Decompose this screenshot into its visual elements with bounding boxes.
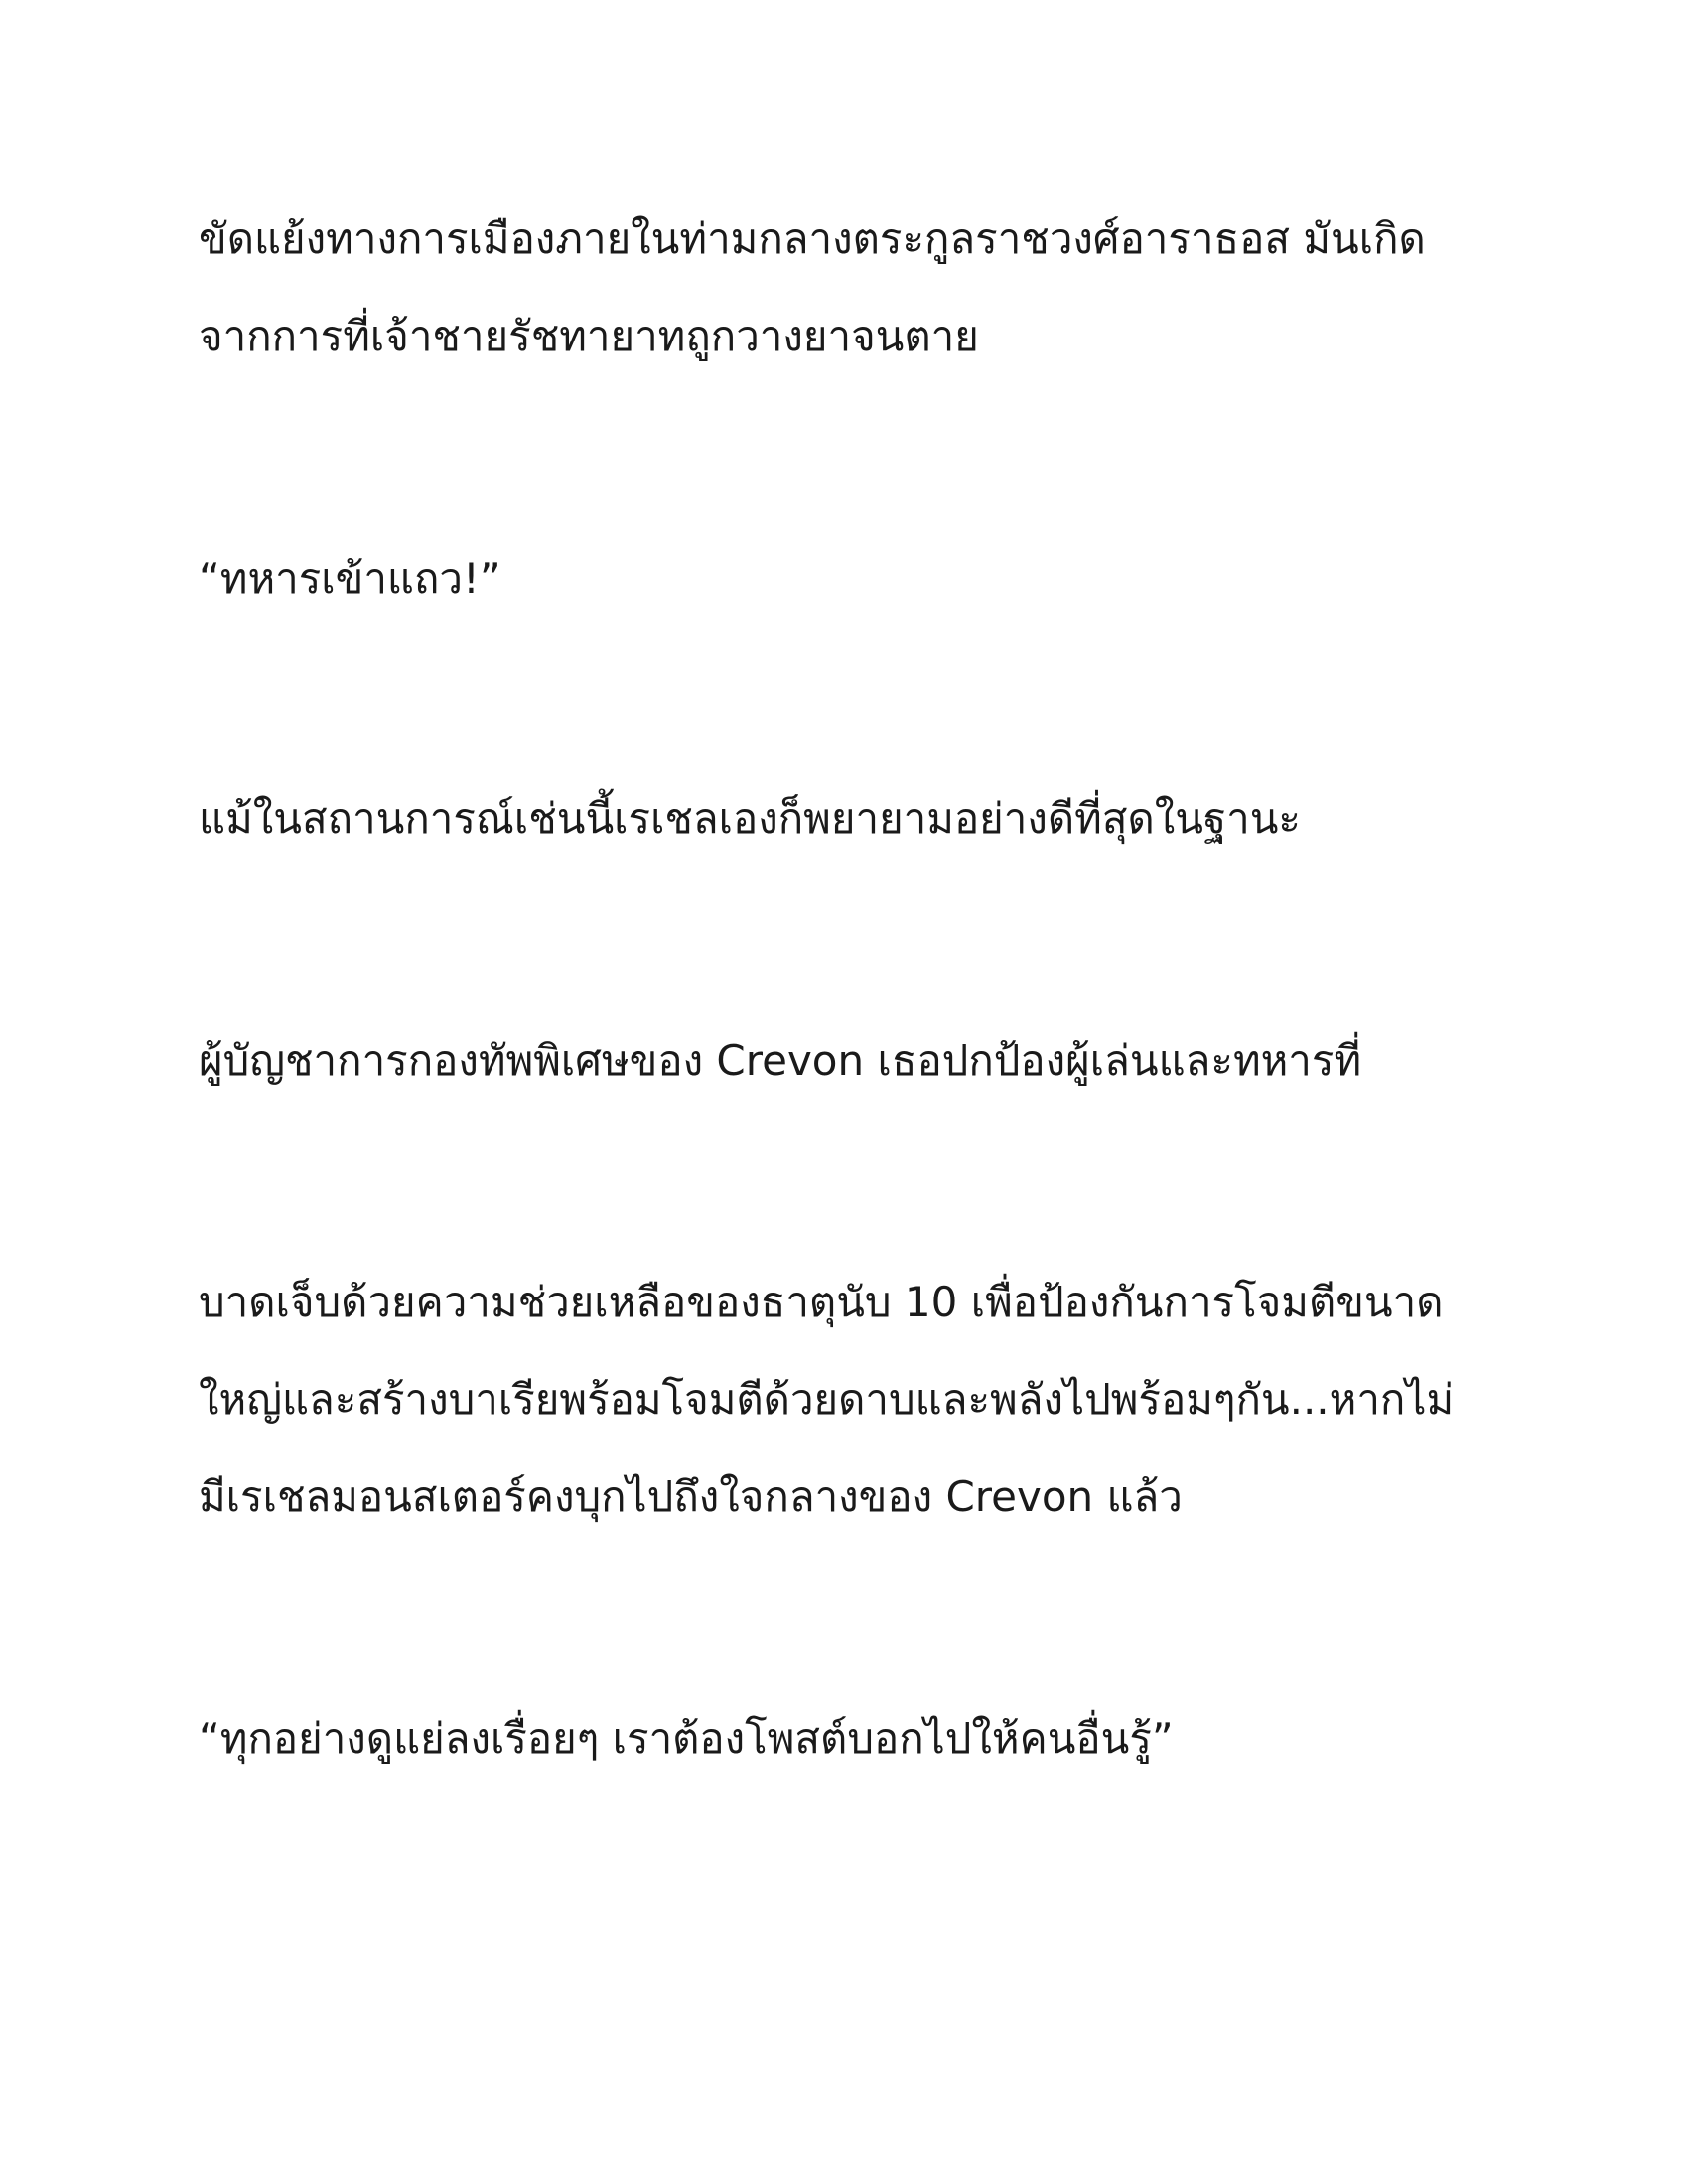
paragraph-5-line-1: บาดเจ็บด้วยความช่วยเหลือของธาตุนับ 10 เพื่อป้องกันการโจมตีขนาด <box>199 1278 1444 1326</box>
paragraph-2-line-1: “ทหารเข้าแถว!” <box>199 554 501 603</box>
paragraph-4-line-1: ผู้บัญชาการกองทัพพิเศษของ Crevon เธอปกป้องผู้เล่นและทหารที่ <box>199 1036 1362 1085</box>
paragraph-3-line-1: แม้ในสถานการณ์เช่นนี้เรเชลเองก็พยายามอย่างดีที่สุดในฐานะ <box>199 794 1301 843</box>
paragraph-5-line-3: มีเรเชลมอนสเตอร์คงบุกไปถึงใจกลางของ Crevon แล้ว <box>199 1472 1183 1521</box>
paragraph-6-line-1: “ทุกอย่างดูแย่ลงเรื่อยๆ เราต้องโพสต์บอกไปให้คนอื่นรู้” <box>199 1714 1174 1763</box>
paragraph-1-line-1: ขัดแย้งทางการเมืองภายในท่ามกลางตระกูลราชวงศ์อาราธอส มันเกิด <box>199 214 1426 263</box>
paragraph-1-line-2: จากการที่เจ้าชายรัชทายาทถูกวางยาจนตาย <box>199 312 979 360</box>
paragraph-5-line-2: ใหญ่และสร้างบาเรียพร้อมโจมตีด้วยดาบและพลังไปพร้อมๆกัน...หากไม่ <box>199 1375 1455 1424</box>
